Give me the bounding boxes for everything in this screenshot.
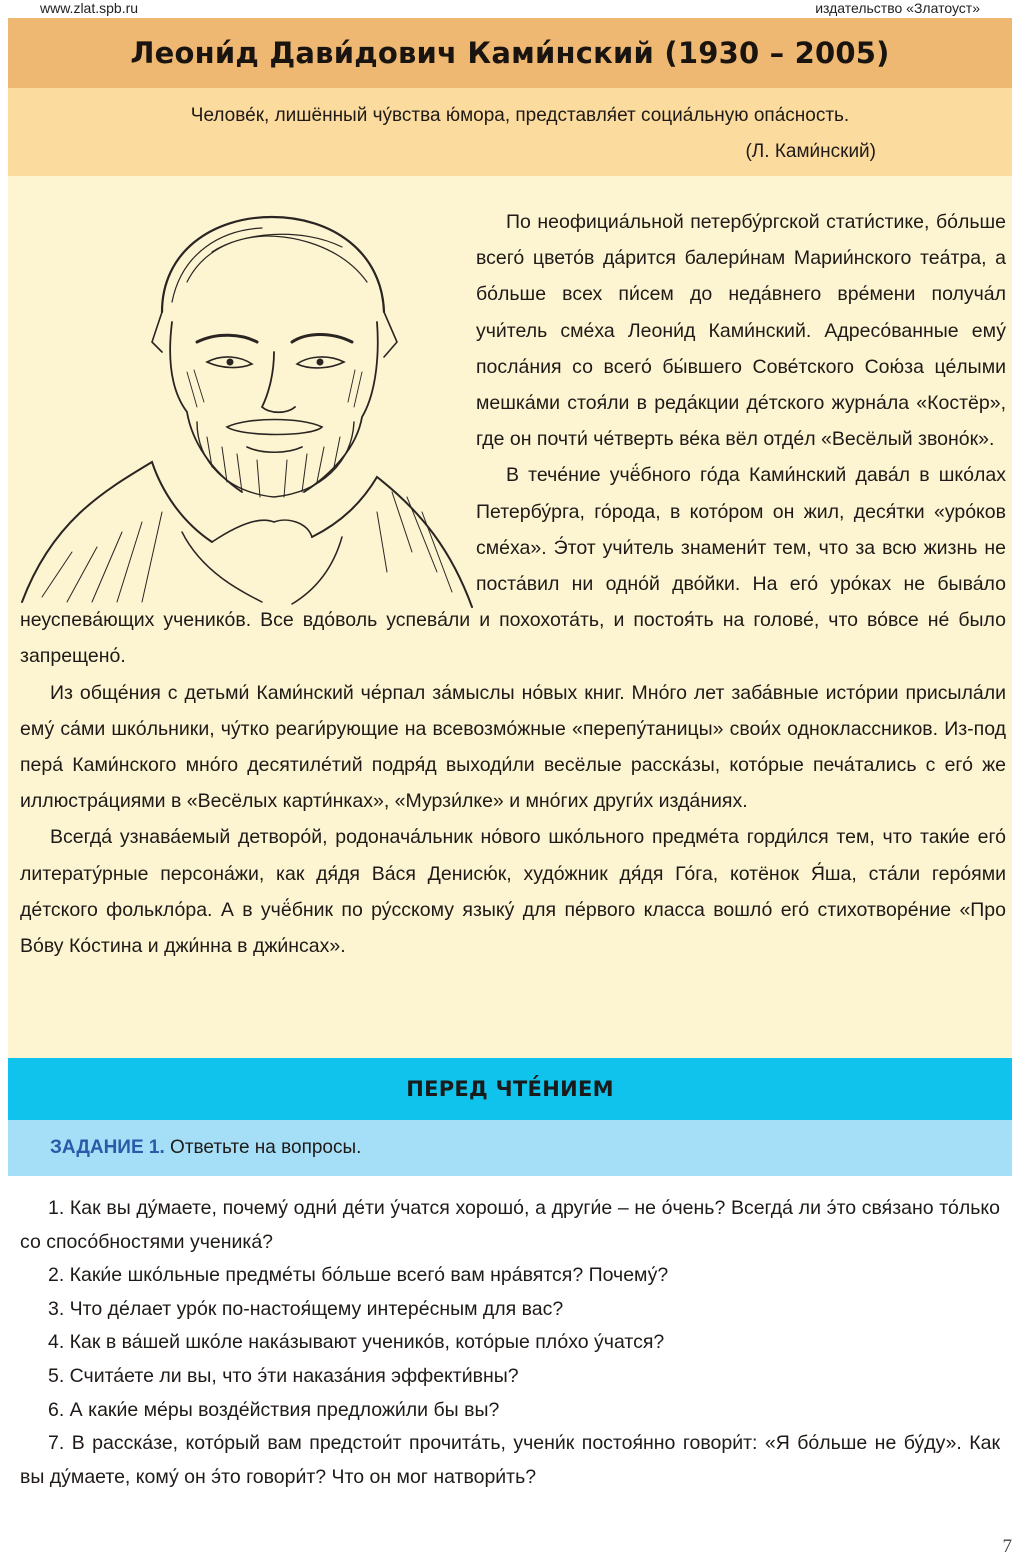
bio-paragraph: По неофициа́льной петербу́ргской стати́стике, бо́льше всего́ цвето́в да́рится балери́нам Марии́нского теа́тра, а бо́льше всех пи́сем до неда́внего вре́мени получа́л учи́тель сме́ха Леони́д Ками́нский. Адресо́ванные ему́ посла́ния со всего́ бы́вшего Сове́тского Сою́за це́лыми мешка́ми стоя́ли в реда́кции де́тского журна́ла «Костёр», где он почти́ че́тверть ве́ка вёл отде́л «Весёлый звоно́к».	[476, 211, 1006, 451]
bio-paragraph: Всегда́ узнава́емый детворо́й, родонача́льник но́вого шко́льного предме́та горди́лся тем, что таки́е его́ литерату́рные персона́жи, как дя́дя Ва́ся Денисю́к, худо́жник дя́дя Го́га, котёнок Я́ша, ста́ли геро́ями де́тского фолькло́ра. А в учё́бник по ру́сскому языку́ для пе́рвого класса вошло́ его́ стихотворе́ние «Про Во́ву Ко́стина и джи́нна в джи́нсах».	[20, 826, 1006, 958]
biography-section	[8, 176, 1012, 1058]
page-number: 7	[1002, 1536, 1012, 1557]
task-text: Ответьте на вопросы.	[170, 1137, 362, 1158]
biography-text	[20, 204, 1006, 964]
bio-paragraph: Из обще́ния с детьми́ Ками́нский че́рпал за́мыслы но́вых книг. Мно́го лет заба́вные исто́рии присыла́ли ему́ са́ми шко́льники, чу́тко реаги́рующие на всевозмо́жные «перепу́таницы» свои́х одноклассников. Из-под пера́ Ками́нского мно́го десятиле́тий подря́д выходи́ли весёлые расска́зы, кото́рые печа́тались с его́ же иллюстра́циями в «Весёлых карти́нках», «Мурзи́лке» и мно́гих други́х изда́ниях.	[20, 681, 1006, 813]
question-item: 7. В расска́зе, кото́рый вам предстои́т прочита́ть, учени́к постоя́нно говори́т: «Я бо́льше не бу́ду». Как вы ду́маете, кому́ он э́то говори́т? Что он мог натвори́ть?	[20, 1432, 1000, 1488]
task-band	[8, 1120, 1012, 1176]
epigraph-text: Челове́к, лишённый чу́вства ю́мора, представля́ет социа́льную опа́сность.	[190, 105, 850, 126]
task-instruction	[50, 1120, 361, 1176]
question-item: 2. Каки́е шко́льные предме́ты бо́льше всего́ вам нра́вятся? Почему́?	[48, 1264, 669, 1287]
question-item: 5. Счита́ете ли вы, что э́ти наказа́ния эффекти́вны?	[48, 1364, 519, 1387]
question-item: 4. Как в ва́шей шко́ле нака́зывают ученико́в, кото́рые пло́хо у́чатся?	[48, 1331, 665, 1354]
questions-list	[20, 1192, 1000, 1494]
running-header	[12, 0, 980, 16]
question-item: 6. А каки́е ме́ры возде́йствия предложи́ли бы вы?	[48, 1398, 500, 1421]
bio-paragraph: В тече́ние учё́бного го́да Ками́нский дава́л в шко́лах Петербу́рга, го́рода, в кото́ром он жил, деся́тки «уро́ков сме́ха». Э́тот учи́тель знамени́т тем, что за всю жизнь не поста́вил ни одно́й дво́йки. На его́ уро́ках не быва́ло неуспева́ющих ученико́в. Все вдо́воль успева́ли и похохота́ть, и постоя́ть на голове́, что во́все не́ было запрещено́.	[20, 464, 1006, 668]
epigraph-author: (Л. Ками́нский)	[745, 141, 876, 162]
section-title: ПЕРЕД ЧТЕ́НИЕМ	[406, 1077, 614, 1101]
question-item: 1. Как вы ду́маете, почему́ одни́ де́ти у́чатся хорошо́, а други́е – не о́чень? Всегда́ ли э́то свя́зано то́лько со спосо́бностями ученика́?	[20, 1197, 1000, 1253]
task-label: ЗАДАНИЕ 1.	[50, 1137, 165, 1158]
section-header	[8, 1058, 1012, 1120]
epigraph-band	[8, 88, 1012, 176]
question-item: 3. Что де́лает уро́к по-настоя́щему интере́сным для вас?	[48, 1297, 564, 1320]
publisher-name: издательство «Златоуст»	[815, 0, 980, 16]
title-band	[8, 18, 1012, 88]
page-title: Леони́д Дави́дович Ками́нский (1930 – 2005)	[130, 36, 890, 70]
site-url[interactable]: www.zlat.spb.ru	[40, 0, 139, 16]
portrait-float	[20, 204, 476, 602]
